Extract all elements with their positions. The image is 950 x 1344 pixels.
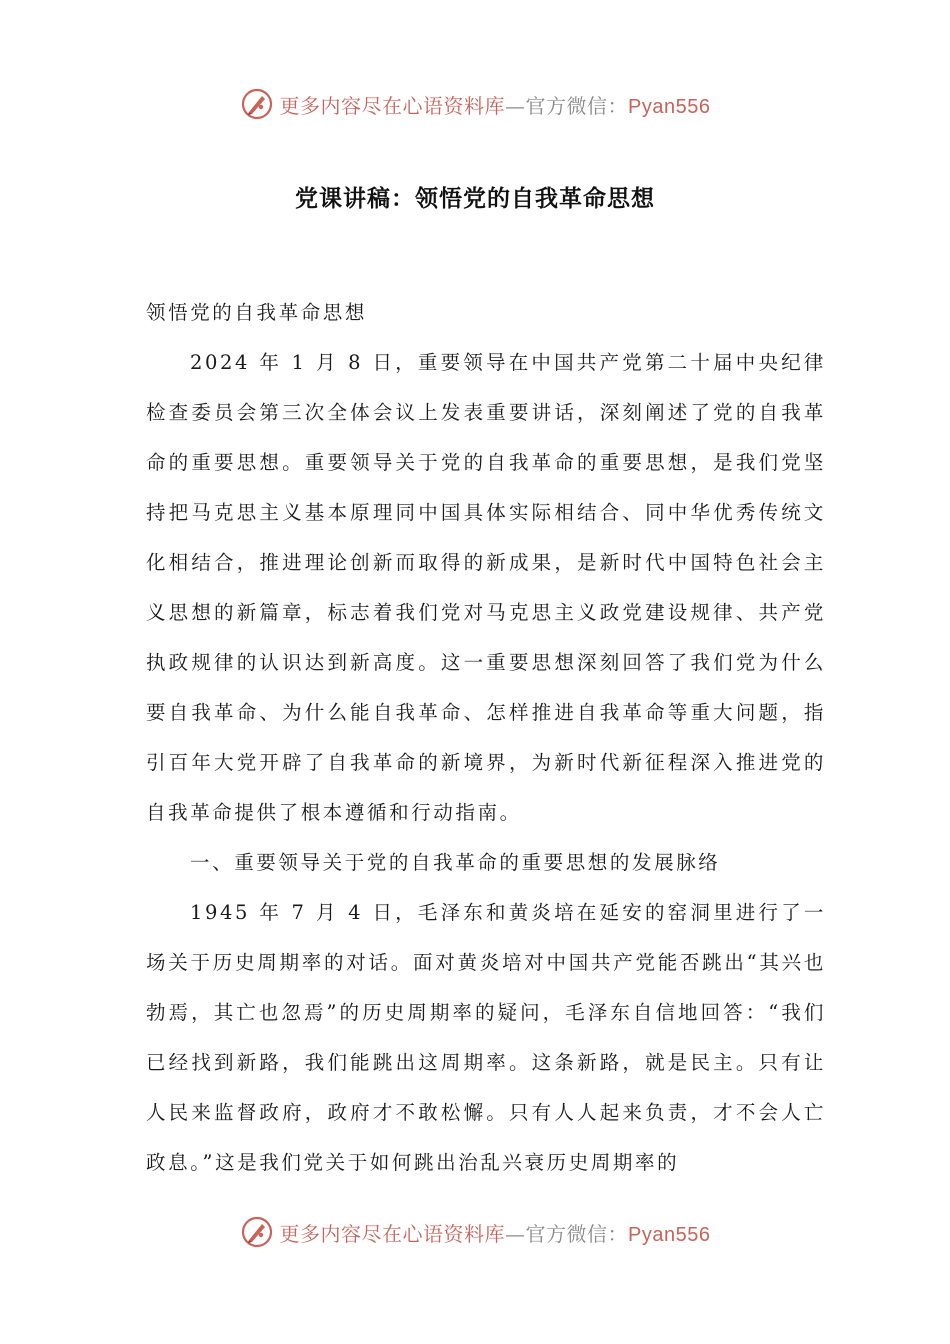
footer-banner — [0, 1212, 950, 1252]
header-banner-text — [280, 90, 711, 119]
footer-banner-main: 更多内容尽在心语资料库 — [279, 1221, 506, 1246]
header-banner-dash: — — [505, 93, 526, 118]
paragraph-2: 1945 年 7 月 4 日，毛泽东和黄炎培在延安的窑洞里进行了一场关于历史周期率的对话。面对黄炎培对中国共产党能否跳出“其兴也勃焉，其亡也忽焉”的历史周期率的疑问，毛泽东自信地回答：“我们已经找到新路，我们能跳出这周期率。这条新路，就是民主。只有让人民来监督政府，政府才不敢松懈。只有人人起来负责，才不会人亡政息。”这是我们党关于如何跳出治乱兴衰历史周期率的 — [146, 901, 826, 1174]
document-subtitle: 领悟党的自我革命思想 — [146, 301, 368, 324]
footer-banner-text — [280, 1218, 711, 1247]
footer-banner-wechat-id: Pyan556 — [628, 1223, 711, 1246]
footer-banner-dash: — — [505, 1221, 526, 1246]
header-banner-main: 更多内容尽在心语资料库 — [279, 93, 506, 118]
document-body — [146, 288, 826, 1188]
footer-banner-wechat-label: 官方微信： — [525, 1221, 629, 1246]
pen-logo-icon — [240, 87, 274, 121]
pen-logo-icon — [240, 1215, 274, 1249]
header-banner — [0, 84, 950, 124]
header-banner-wechat-label: 官方微信： — [525, 93, 629, 118]
section-heading-1: 一、重要领导关于党的自我革命的重要思想的发展脉络 — [190, 851, 721, 874]
document-title: 党课讲稿：领悟党的自我革命思想 — [295, 186, 655, 212]
paragraph-1: 2024 年 1 月 8 日，重要领导在中国共产党第二十届中央纪律检查委员会第三次全体会议上发表重要讲话，深刻阐述了党的自我革命的重要思想。重要领导关于党的自我革命的重要思想，是我们党坚持把马克思主义基本原理同中国具体实际相结合、同中华优秀传统文化相结合，推进理论创新而取得的新成果，是新时代中国特色社会主义思想的新篇章，标志着我们党对马克思主义政党建设规律、共产党执政规律的认识达到新高度。这一重要思想深刻回答了我们党为什么要自我革命、为什么能自我革命、怎样推进自我革命等重大问题，指引百年大党开辟了自我革命的新境界，为新时代新征程深入推进党的自我革命提供了根本遵循和行动指南。 — [146, 351, 826, 824]
header-banner-wechat-id: Pyan556 — [628, 95, 711, 118]
